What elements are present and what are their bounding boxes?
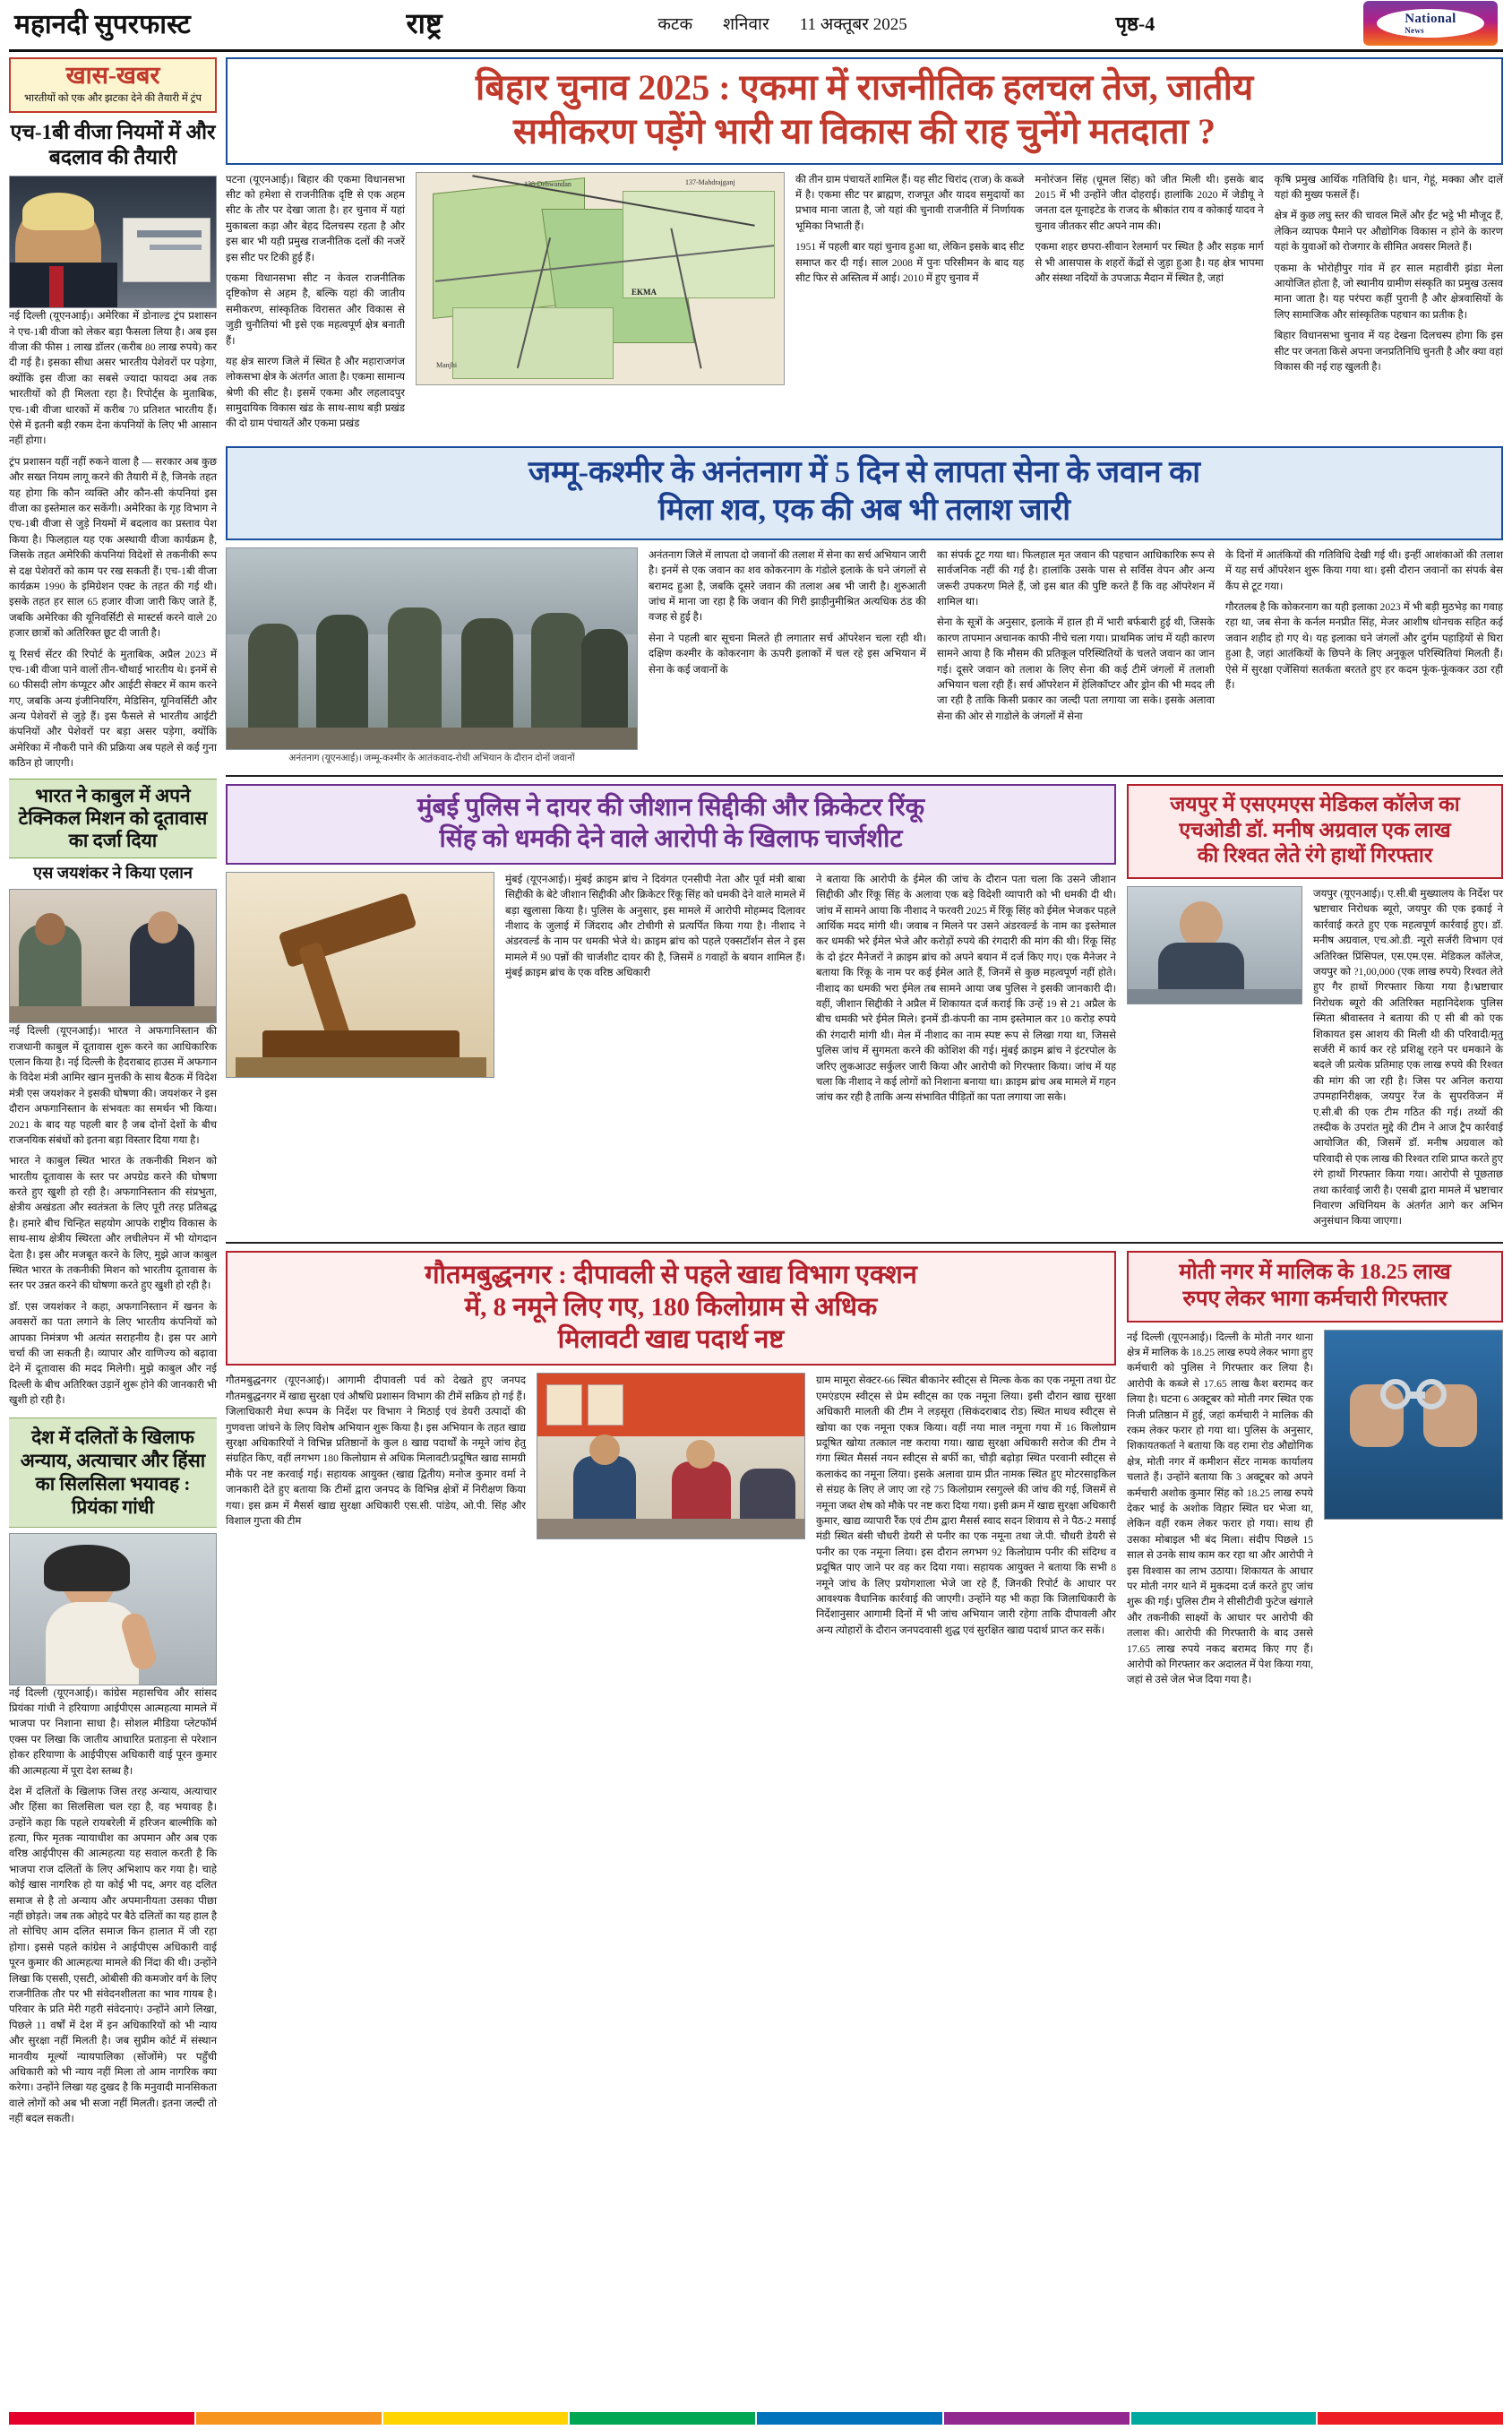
left-story1-headline: एच-1बी वीजा नियमों में और बदलाव की तैयारी	[10, 121, 216, 169]
color-seg-8	[1318, 2412, 1503, 2425]
color-seg-6	[944, 2412, 1130, 2425]
paragraph: गौरतलब है कि कोकरनाग का यही इलाका 2023 में भी बड़ी मुठभेड़ का गवाह रहा था, जब सेना के कर्नल मनप्रीत सिंह, मेजर आशीष धोनचक सहित कई जवान शहीद हो गए थे। यह इलाका घने जंगलों और दुर्गम पहाड़ियों से घिरा हुआ है, जहां आतंकियों के छिपने के लिए अनुकूल परिस्थितियां मिलती हैं। ऐसे में सुरक्षा एजेंसियां सतर्कता बरतते हुए हर कदम फूंक-फूंककर उठा रही हैं।	[1225, 601, 1503, 691]
masthead-title: महानदी सुपरफास्ट	[14, 10, 191, 39]
lead-headline-line2: समीकरण पड़ेंगे भारी या विकास की राह चुनेंगे मतदाता ?	[512, 110, 1216, 151]
gavel-photo-wrapper	[226, 872, 494, 1111]
mumbai-headline-line1: मुंबई पुलिस ने दायर की जीशान सिद्दीकी और क्रिकेटर रिंकू	[417, 793, 925, 822]
badge-sub-label: News	[1405, 25, 1424, 35]
anantnag-army-photo	[226, 547, 638, 750]
paragraph: ग्राम मामूरा सेक्टर-66 स्थित बीकानेर स्वीट्स से मिल्क केक का एक नमूना तथा ग्रेट एमएंडएम स्वीट्स से प्रेम स्वीट्स का एक नमूना लिया। इसी दौरान खाद्य सुरक्षा अधिकारी मालती की टीम ने लड़सूरा (सिकंदराबाद रोड) स्थित माधव स्वीट्स से खोया का एक नमूना एकत्र किया। वहीं नया माल नमूना गया में 16 किलोग्राम प्रदूषित खोया तत्काल नष्ट कराया गया। खाद्य सुरक्षा अधिकारी सरोज की टीम ने गंगा स्थित मैसर्स नयन स्वीट्स से बर्फी का, चौड़ी बढ़ोड़ा स्थित परवानी स्वीट्स से कलाकंद का नमूना लिया। इसके अलावा ग्राम प्रीत नामक स्थित हुए मोटरसाइकिल से संग्रह के लिए ले जाए जा रहे 75 किलोग्राम रसगुल्ले की जांच की गई, जिसमें से नमूना जब्त शेष को मौके पर नष्ट करा दिया गया। इसी क्रम में खाद्य सुरक्षा अधिकारी कुमार, खाद्य व्यापारी रैंक एवं टीम द्वारा मैसर्स स्वाद सदन शिवाय से ने पैठ-2 मसाई मंडी स्थित बंसी चौधरी डेयरी से पनीर का एक नमूना तथा जे.पी. चौधरी डेयरी से पनीर का एक नमूना लिया। इस दौरान लगभग 92 किलोग्राम पनीर की संदिग्ध व प्रदूषित पाए जाने पर वह कर दिया गया। सहायक आयुक्त ने बताया कि सभी 8 नमूने जांच के लिए प्रयोगशाला भेजे जा रहे हैं, जिनकी रिपोर्ट के आधार पर आवश्यक वैधानिक कार्रवाई की जाएगी। उन्होंने यह भी कहा कि जिलाधिकारी के निर्देशानुसार आगामी दिनों में भी जांच अभियान जारी रहेगा ताकि दीपावली और अन्य त्योहारों के दौरान जनपदवासी शुद्ध एवं सुरक्षित खाद्य पदार्थ प्राप्त कर सकें।	[816, 1374, 1116, 1636]
anantnag-photo-caption: अनंतनाग (यूएनआई)। जम्मू-कश्मीर के आतंकवाद-रोधी अभियान के दौरान दोनों जवानों	[288, 753, 575, 763]
khas-khabar-subtitle: भारतीयों को एक और झटका देने की तैयारी में ट्रंप	[24, 92, 202, 104]
paragraph: ने बताया कि आरोपी के ईमेल की जांच के दौरान पता चला कि उसने जीशान सिद्दीकी और रिंकू सिंह के अलावा एक बड़े विदेशी व्यापारी को भी धमकी दी थी। जांच में सामने आया कि नीशाद ने फरवरी 2025 में रिंकू सिंह को ईमेल भेजकर पहले आर्थिक मदद मांगी थी। जवाब न मिलने पर उसने अंडरवर्ल्ड के नाम का इस्तेमाल कर धमकी भरे ईमेल भेजे और करोड़ों रुपये की रंगदारी की मांग की थी। रिंकू सिंह के दो इंटर मैनेजरों ने क्राइम ब्रांच को अपने बयान में दर्ज किए गए। एक मैनेजर ने बताया कि रिंकू के नाम पर कई ईमेल आते हैं, जिनमें से कुछ महत्वपूर्ण नहीं होते। नीशाद का धमकी भरा ईमेल तब सामने आया जब पुलिस ने इसकी जानकारी दी। वहीं, जीशान सिद्दीकी ने अप्रैल में शिकायत दर्ज कराई कि उन्हें 19 से 21 अप्रैल के बीच धमकी भरे ईमेल मिले। इनमें डी-कंपनी का नाम इस्तेमाल कर 10 करोड़ रुपये की रंगदारी मांगी थी। मेल में नीशाद का नाम स्पष्ट रूप से लिखा गया था, जिससे पुलिस जांच में सुगमता करने की कोशिश की गई। मुंबई क्राइम ब्रांच ने इंटरपोल के जरिए लुकआउट सर्कुलर जारी किया और आरोपी को गिरफ्तार किया। जांच में यह चला कि नीशाद ने कई लोगों को निशाना बनाया था। क्राइम ब्रांच अब मामले में गहन जांच कर रही है ताकि अन्य संभावित पीड़ितों का पता लगाया जा सके।	[816, 873, 1117, 1104]
lead-col-2	[795, 172, 1024, 437]
left-story3-body	[9, 1685, 217, 2127]
motinagar-col-1	[1127, 1330, 1313, 1693]
anantnag-story	[226, 547, 1503, 768]
paragraph: मनोरंजन सिंह (धूमल सिंह) को जीत मिली थी। इसके बाद 2015 में भी उन्होंने जीत दोहराई। हालांकि 2020 में जेडीयू ने जनता दल यूनाइटेड के राजद के श्रीकांत राय व कोकाई यादव ने चुनाव जीतकर सीट अपने नाम की।	[1035, 173, 1264, 232]
main-column	[226, 57, 1503, 2133]
anantnag-headline	[226, 446, 1503, 540]
ekma-constituency-map: 138-Dehwandan 137-Mahdrajganj EKMA Manjhi	[416, 172, 785, 385]
masthead-page-number: पृष्ठ-4	[1115, 12, 1155, 35]
paragraph: पटना (यूएनआई)। बिहार की एकमा विधानसभा सीट को हमेशा से राजनीतिक दृष्टि से एक अहम सीट के तौर पर देखा जाता है। हर चुनाव में यहां मुकाबला कड़ा और बेहद दिलचस्प रहता है और इस बार भी यही प्रमुख राजनीतिक दलों की नजरें इस सीट पर टिकी हुई हैं।	[226, 173, 405, 263]
paragraph: नई दिल्ली (यूएनआई)। भारत ने अफगानिस्तान की राजधानी काबुल में दूतावास शुरू करने का आधिकारिक एलान किया है। नई दिल्ली के हैदराबाद हाउस में अफगान के विदेश मंत्री आमिर खान मुत्तकी के साथ बैठक में विदेश मंत्री एस जयशंकर ने इसकी घोषणा की। जयशंकर ने इस दौरान अफगानिस्तान के संभवतः का समर्थन भी किया। 2021 के बाद यह पहली बार है जब दोनों देशों के बीच राजनयिक संबंधों को इतना बड़ा विस्तार दिया गया है।	[9, 1025, 217, 1146]
paragraph: यू रिसर्च सेंटर की रिपोर्ट के मुताबिक, अप्रैल 2023 में एच-1बी वीजा पाने वालों तीन-चौथाई भारतीय थे। इनमें से 60 फीसदी लोग कंप्यूटर और आईटी सेक्टर में काम करने गए, जबकि अन्य इंजीनियरिंग, मेडिसिन, यूनिवर्सिटी और अन्य पेशेवरों से जुड़े हैं। इस फैसले से भारतीय आईटी कंपनियों और पेशेवरों पर बड़ा असर पड़ेगा, क्योंकि अमेरिका में नौकरी पाने की प्रक्रिया अब पहले से कई गुना कठिन हो जाएगी।	[9, 648, 217, 770]
lead-col-4	[1275, 172, 1503, 437]
paragraph: मुंबई (यूएनआई)। मुंबई क्राइम ब्रांच ने दिवंगत एनसीपी नेता और पूर्व मंत्री बाबा सिद्दीकी के बेटे जीशान सिद्दीकी और क्रिकेटर रिंकू सिंह को धमकी देने वाले मामले में बड़ा खुलासा किया है। पुलिस के अनुसार, इस मामले में आरोपी मोहम्मद दिलावर नीशाद के जुलाई में जिंदराद और टोचीगी से प्रत्यर्पित किया गया है। नीशाद ने अंडरवर्ल्ड के नाम पर धमकी भेजे थे। क्राइम ब्रांच को पहले एक्सटॉर्शन सेल ने इस मामले में 90 पन्नों की चार्जशीट दायर की है, जिसमें 8 गवाहों के बयान शामिल हैं। मुंबई क्राइम ब्रांच के एक वरिष्ठ अधिकारी	[505, 873, 805, 979]
handcuffs-photo	[1324, 1330, 1503, 1520]
anantnag-photo-wrapper	[226, 547, 638, 768]
color-seg-2	[196, 2412, 382, 2425]
color-seg-5	[757, 2412, 942, 2425]
left-story2-headline: भारत ने काबुल में अपने टेक्निकल मिशन को दूतावास का दर्जा दिया	[9, 779, 217, 859]
paragraph: नई दिल्ली (यूएनआई)। दिल्ली के मोती नगर थाना क्षेत्र में मालिक के 18.25 लाख रुपये लेकर भागा हुए कर्मचारी को पुलिस ने गिरफ्तार कर लिया है। आरोपी के कब्जे से 17.65 लाख कैश बरामद कर लिया है। घटना 6 अक्टूबर को मोती नगर स्थित एक निजी प्रतिष्ठान में हुई, जहां कर्मचारी ने मालिक की रकम लेकर फरार हो गया था। पुलिस के अनुसार, शिकायतकर्ता ने बताया कि वह रामा रोड औद्योगिक क्षेत्र, मोती नगर में कमीशन सेंटर नामक कार्यालय चलाते हैं। उन्होंने बताया कि 3 अक्टूबर को अपने कर्मचारी अशोक कुमार सिंह को 18.25 लाख रुपये देकर भाई के अशोक विहार स्थित घर भेजा था, लेकिन वहीं रकम लेकर फरार हो गया। साथ ही उसका मोबाइल भी बंद मिला। संदीप पिछले 15 साल से उनके साथ काम कर रहा था और आरोपी ने इस विश्वास का लाभ उठाया। शिकायत के आधार पर मोती नगर थाने में मुकदमा दर्ज करते हुए जांच शुरू की गई। पुलिस टीम ने सीसीटीवी फुटेज खंगाले और तकनीकी साक्ष्यों के आधार पर आरोपी की तलाश की। आरोपी की गिरफ्तारी के बाद उससे 17.65 लाख रुपये नकद बरामद किए गए हैं। आरोपी को गिरफ्तार कर अदालत में पेश किया गया, जहां से उसे जेल भेज दिया गया है।	[1127, 1331, 1313, 1686]
lead-col-1	[226, 172, 405, 437]
lead-col-3	[1035, 172, 1263, 437]
jaipur-headline-line3: की रिश्वत लेते रंगे हाथों गिरफ्तार	[1197, 844, 1433, 867]
mumbai-headline	[226, 784, 1116, 865]
mid-row	[226, 784, 1503, 1235]
food-inspection-photo	[537, 1373, 805, 1539]
jaishankar-meeting-photo	[9, 889, 217, 1023]
footer-color-bar	[9, 2412, 1503, 2425]
motinagar-headline-line1: मोती नगर में मालिक के 18.25 लाख	[1179, 1260, 1451, 1284]
left-story1-body	[9, 308, 217, 771]
handcuffs-photo-wrapper	[1324, 1330, 1503, 1693]
left-story2-body	[9, 1023, 217, 1408]
paragraph: नई दिल्ली (यूएनआई)। अमेरिका में डोनाल्ड ट्रंप प्रशासन ने एच-1बी वीजा को लेकर बड़ा फैसला लिया है। अब इस वीजा की फीस 1 लाख डॉलर (करीब 80 लाख रुपये) कर दी गई है। इसका सीधा असर भारतीय पेशेवरों पर पड़ेगा, क्योंकि इस वीजा का सबसे ज्यादा फायदा अब तक भारतीयों को ही मिलता रहा है। रिपोर्ट्स के मुताबिक, एच-1बी वीजा धारकों में करीब 70 प्रतिशत भारतीय हैं। ऐसे में इतनी बड़ी रकम देना कंपनियों के लिए भी आसान नहीं होगा।	[9, 310, 217, 447]
anantnag-headline-line1: जम्मू-कश्मीर के अनंतनाग में 5 दिन से लापता सेना के जवान का	[528, 455, 1201, 489]
anantnag-col-2	[937, 547, 1215, 768]
lead-headline	[226, 57, 1503, 165]
masthead-meta	[657, 12, 906, 35]
motinagar-headline-line2: रुपए लेकर भागा कर्मचारी गिरफ्तार	[1182, 1287, 1448, 1311]
color-seg-7	[1131, 2412, 1317, 2425]
paragraph: जयपुर (यूएनआई)। ए.सी.बी मुख्यालय के निर्देश पर भ्रष्टाचार निरोधक ब्यूरो, जयपुर की एक इकाई ने कार्रवाई करते हुए एक महत्वपूर्ण कार्रवाई हुए। डॉ. मनीष अग्रवाल, एच.ओ.डी. न्यूरो सर्जरी विभाग एवं अतिरिक्त प्रिंसिपल, एस.एम.एस. मेडिकल कॉलेज, जयपुर को ?1,00,000 (एक लाख रुपये) रिश्वत लेते हुए गैर हाथों गिरफ्तार किया गया है।भ्रष्टाचार निरोधक ब्यूरो की अतिरिक्त महानिदेशक पुलिस स्मिता श्रीवास्तव ने बताया की ए सी बी को एक शिकायत इस आशय की मिली थी की परिवादी/मृतु सर्जरी में कार्य कर रहे प्रशिक्षु रहने पर धमकाने के बदले जी प्रत्येक प्रतिमाह एक लाख रुपये की रिश्वत की मांग की जा रही है। जिस पर अनिल कराया उपमहानिरीक्षक, जयपुर रेंज के सुपरविजन में ए.सी.बी की एक टीम गठित की गई। तथ्यों की तस्दीक के उपरांत मुद्दे की टीम ने आज ट्रैप कार्रवाई आयोजित की, जिसमें डॉ. मनीष अग्रवाल को परिवादी से एक लाख की रिश्वत राशि प्राप्त करते हुए रंगे हाथों गिरफ्तार किया गया। आरोपी से पूछताछ तथा कार्रवाई जारी है। एसबी द्वारा मामले में भ्रष्टाचार निवारण अधिनियम के अंतर्गत आगे कर अभिन अनुसंधान किया जाएगा।	[1313, 888, 1503, 1228]
mumbai-col-2	[816, 872, 1116, 1111]
lead-headline-line1: बिहार चुनाव 2025 : एकमा में राजनीतिक हलचल तेज, जातीय	[475, 67, 1254, 108]
anantnag-headline-line2: मिला शव, एक की अब भी तलाश जारी	[657, 494, 1071, 528]
section-divider-2	[226, 1242, 1503, 1244]
masthead-place: कटक	[657, 14, 693, 34]
jaipur-headline	[1127, 784, 1503, 879]
gavel-photo	[226, 872, 494, 1078]
paragraph: भारत ने काबुल स्थित भारत के तकनीकी मिशन को भारतीय दूतावास के स्तर पर अपग्रेड करने की घोषणा करते हुए खुशी हो रही है। अफगानिस्तान की संप्रभुता, क्षेत्रीय अखंडता और स्वतंत्रता के लिए पूरी तरह प्रतिबद्ध है। हमारे बीच चिन्हित सहयोग आपके राष्ट्रीय विकास के साथ-साथ क्षेत्रीय स्थिरता और लचीलेपन में भी योगदान देता है। इस और मजबूत करने के लिए, मुझे आज काबुल स्थित भारत के तकनीकी मिशन को भारतीय दूतावास के स्तर पर उन्नत करने की घोषणा करते हुए खुशी हो रही है।	[9, 1155, 217, 1292]
color-seg-1	[9, 2412, 194, 2425]
gbnagar-headline-line2: में, 8 नमूने लिए गए, 180 किलोग्राम से अधिक	[464, 1292, 878, 1322]
paragraph: कृषि प्रमुख आर्थिक गतिविधि है। धान, गेहूं, मक्का और दालें यहां की मुख्य फसलें हैं।	[1274, 173, 1503, 201]
paragraph: ट्रंप प्रशासन यहीं नहीं रुकने वाला है — सरकार अब कुछ और सख्त नियम लागू करने की तैयारी में है, जिनके तहत यह होगा कि कौन व्यक्ति और कौन-सी कंपनियां इस वीजा का इस्तेमाल कर सकेंगी। अमेरिका के गृह विभाग ने एच-1बी वीजा से जुड़े नियमों में बदलाव का प्रस्ताव पेश किया है। फिलहाल यह एक अस्थायी वीजा कार्यक्रम है, जिसके तहत अमेरिकी कंपनियां विदेशों से तकनीकी रूप से दक्ष पेशेवरों को काम पर रख सकती हैं। एच-1बी वीजा कार्यक्रम 1990 के इमिग्रेशन एक्ट के तहत की गई थी। इसके तहत हर साल 65 हजार वीजा जारी किए जाते हैं, जबकि अमेरिका की यूनिवर्सिटी से मास्टर्स करने वाले 20 हजार छात्रों को अतिरिक्त छूट दी जाती है।	[9, 455, 217, 640]
jaipur-acb-story	[1127, 784, 1503, 1235]
mumbai-col-1	[505, 872, 805, 1111]
paragraph: 1951 में पहली बार यहां चुनाव हुआ था, लेकिन इसके बाद सीट समाप्त कर दी गई। साल 2008 में पुनः परिसीमन के बाद यह सीट फिर से अस्तित्व में आई। 2010 में हुए चुनाव में	[795, 241, 1025, 284]
color-seg-4	[570, 2412, 755, 2425]
section-divider	[226, 775, 1503, 777]
khas-khabar-box	[9, 57, 217, 113]
mumbai-headline-line2: सिंह को धमकी देने वाले आरोपी के खिलाफ चार्जशीट	[439, 824, 903, 853]
jaipur-headline-line2: एचओडी डॉ. मनीष अग्रवाल एक लाख	[1179, 818, 1451, 841]
gbnagar-col-1	[226, 1373, 526, 1643]
paragraph: देश में दलितों के खिलाफ जिस तरह अन्याय, अत्याचार और हिंसा का सिलसिला चल रहा है, वह भयावह है। उन्होंने कहा कि पहले रायबरेली में हरिजन बाल्मीकि को हत्या, फिर मृतक न्यायाधीश का अपमान और अब एक वरिष्ठ आईपीएस की आत्महत्या यह सवाल करती है कि भाजपा राज दलितों के लिए अभिशाप कर गया है। चाहे कोई खास नागरिक हो या कोई भी पद, अगर वह दलित समाज से है तो अन्याय और अपमानीयता उसका पीछा नहीं छोड़ते। जब तक ओहदे पर बैठे दलितों का यह हाल है तो सोचिए आम दलित समाज किन हालात में जी रहा होगा। इससे पहले कांग्रेस ने आईपीएस अधिकारी वाई पूरन कुमार की आत्महत्या मामले की निंदा की थी। उन्होंने लिखा कि एससी, एसटी, ओबीसी की कमजोर वर्ग के लिए राजनीतिक तौर पर भी संवेदनशीलता का भाव गायब है। परिवार के प्रति मेरी गहरी संवेदनाएं। उन्होंने आगे लिखा, पिछले 11 वर्षों में देश में इन अधिकारियों को भी न्याय और सुरक्षा नहीं मिलती है। जब सुप्रीम कोर्ट में संस्थान मानवीय मूल्यों न्यायपालिका (सोंजोंमे) पर पहुँची अधिकारी को भी न्याय नहीं मिला तो आम नागरिक क्या करेगा। उन्होंने लिखा यह दुखद है कि मनुवादी मानसिकता वाले लोगों को अब भी सजा नहीं मिलती। इतना जल्दी तो नहीं बदल सकती।	[9, 1785, 217, 2125]
bottom-row	[226, 1251, 1503, 1693]
masthead	[9, 0, 1503, 52]
paragraph: की तीन ग्राम पंचायतें शामिल हैं। यह सीट चिरांद (राज) के कब्जे में है। एकमा सीट पर ब्राह्मण, राजपूत और यादव समुदायों का प्रभाव माना जाता है, जो यहां की चुनावी राजनीति में निर्णायक भूमिका निभाती हैं।	[795, 173, 1025, 232]
paragraph: डॉ. एस जयशंकर ने कहा, अफगानिस्तान में खनन के अवसरों का पता लगाने के लिए भारतीय कंपनियों को आपका निमंत्रण भी अत्यंत सराहनीय है। इस पर आगे चर्चा की जा सकती है। व्यापार और वाणिज्य को बढ़ावा देने में दूतावास की मदद मिलेगी। मुझे काबुल और नई दिल्ली के बीच अतिरिक्त उड़ानें शुरू होने की जानकारी भी खुशी हो रही है।	[9, 1300, 217, 1407]
lead-story-columns	[226, 172, 1503, 437]
left-story2-subheadline: एस जयशंकर ने किया एलान	[33, 864, 193, 883]
badge-main-label: National	[1405, 11, 1456, 26]
masthead-date: 11 अक्तूबर 2025	[799, 14, 907, 34]
paragraph: सेना के सूत्रों के अनुसार, इलाके में हाल ही में भारी बर्फबारी हुई थी, जिसके कारण तापमान अचानक काफी नीचे चला गया। प्राथमिक जांच में यही कारण सामने आया है कि मौसम की प्रतिकूल परिस्थितियों के चलते जवान का जान गई। दूसरे जवान को तलाश के लिए सेना की कई टीमें जंगलों में तलाशी अभियान चला रही हैं। सर्च ऑपरेशन में हेलिकॉप्टर और ड्रोन की भी मदद ली जा रही है ताकि किसी प्रकार का जल्दी पता लगाया जा सके। इसके अलावा सेना की ओर से गाडोले के जंगलों में सेना	[937, 616, 1215, 722]
paragraph: यह क्षेत्र सारण जिले में स्थित है और महाराजगंज लोकसभा क्षेत्र के अंतर्गत आता है। एकमा सामान्य श्रेणी की सीट है। इसमें एकमा और लहलादपुर सामुदायिक विकास खंड के साथ-साथ बड़ी प्रखंड की दो ग्राम पंचायतें और एकमा प्रखंड	[226, 355, 405, 430]
masthead-logo: राष्ट्र	[406, 7, 442, 39]
paragraph: बिहार विधानसभा चुनाव में यह देखना दिलचस्प होगा कि इस सीट पर जनता किसे अपना जनप्रतिनिधि चुनती है और क्या वहां विकास की नई राह खुलती है।	[1274, 330, 1503, 373]
anantnag-col-1	[649, 547, 926, 768]
paragraph: एकमा के भोरोहीपुर गांव में हर साल महावीरी झंडा मेला आयोजित होता है, जो स्थानीय ग्रामीण संस्कृति का प्रमुख उत्सव माना जाता है। यह परंपरा कहीं पुरानी है और क्षेत्रवासियों के लिए सामाजिक और सांस्कृतिक पहचान का प्रतीक है।	[1274, 262, 1503, 321]
mumbai-police-story	[226, 784, 1116, 1235]
left-story3-headline: देश में दलितों के खिलाफ अन्याय, अत्याचार और हिंसा का सिलसिला भयावह : प्रियंका गांधी	[9, 1418, 217, 1528]
ekma-map-wrapper	[416, 172, 785, 437]
jaipur-photo-wrapper	[1127, 886, 1302, 1235]
jaipur-headline-line1: जयपुर में एसएमएस मेडिकल कॉलेज का	[1170, 792, 1460, 815]
khas-khabar-title: खास-खबर	[65, 62, 160, 89]
paragraph: के दिनों में आतंकियों की गतिविधि देखी गई थी। इन्हीं आशंकाओं की तलाश में यह सर्च ऑपरेशन शुरू किया गया था। इसी दौरान जवानों का संपर्क बेस कैंप से टूट गया।	[1225, 548, 1503, 592]
paragraph: एकमा विधानसभा सीट न केवल राजनीतिक दृष्टिकोण से अहम है, बल्कि यहां की जातीय समीकरण, सांस्कृतिक विरासत और विकास से जुड़ी चुनौतियां भी इसे एक महत्वपूर्ण क्षेत्र बनाती हैं।	[226, 271, 405, 347]
gbnagar-headline-line1: गौतमबुद्धनगर : दीपावली से पहले खाद्य विभाग एक्शन	[425, 1260, 917, 1289]
paragraph: क्षेत्र में कुछ लघु स्तर की चावल मिलें और ईंट भट्ठे भी मौजूद हैं, लेकिन व्यापक पैमाने पर औद्योगिक विकास न होने के कारण यहां के युवाओं को रोजगार के सीमित अवसर मिलते हैं।	[1274, 210, 1503, 254]
masthead-day: शनिवार	[723, 14, 769, 34]
national-news-badge	[1363, 1, 1498, 46]
gbnagar-headline-line3: मिलावटी खाद्य पदार्थ नष्ट	[557, 1325, 785, 1355]
paragraph: का संपर्क टूट गया था। फिलहाल मृत जवान की पहचान आधिकारिक रूप से सार्वजनिक नहीं की गई है। हालांकि उसके पास से सर्विस वेपन और अन्य जरूरी उपकरण मिले हैं, जो इस बात की पुष्टि करते हैं कि वह ऑपरेशन में शामिल था।	[937, 548, 1215, 608]
trump-photo	[9, 176, 217, 308]
priyanka-gandhi-photo	[9, 1533, 217, 1685]
gbnagar-story	[226, 1251, 1116, 1693]
motinagar-story	[1127, 1251, 1503, 1693]
anantnag-col-3	[1225, 547, 1503, 768]
paragraph: सेना ने पहली बार सूचना मिलते ही लगातार सर्च ऑपरेशन चला रही थी। दक्षिण कश्मीर के कोकरनाग के ऊपरी इलाकों में चल रहे इस अभियान में सेना के कई जवानों के	[649, 632, 926, 676]
jaipur-col-1	[1313, 886, 1503, 1235]
motinagar-headline	[1127, 1251, 1503, 1323]
arrested-doctor-photo	[1127, 886, 1302, 1004]
food-inspection-photo-wrapper	[537, 1373, 805, 1643]
left-column	[9, 57, 217, 2133]
gbnagar-headline	[226, 1251, 1116, 1366]
paragraph: गौतमबुद्धनगर (यूएनआई)। आगामी दीपावली पर्व को देखते हुए जनपद गौतमबुद्धनगर में खाद्य सुरक्षा एवं औषधि प्रशासन विभाग की टीमें सक्रिय हो गई हैं। जिलाधिकारी मेधा रूपम के निर्देश पर विभाग ने मिठाई एवं डेयरी उत्पादों की गुणवत्ता जांचने के लिए विशेष अभियान शुरू किया है। इस अभियान के तहत खाद्य सुरक्षा अधिकारियों ने विभिन्न प्रतिष्ठानों के कुल 8 खाद्य पदार्थों के नमूने जांच हेतु संग्रहित किए, वहीं लगभग 180 किलोग्राम से अधिक मिलावटी/प्रदूषित खाद्य सामग्री मौके पर नष्ट करवाई गई। सहायक आयुक्त (खाद्य द्वितीय) मनोज कुमार वर्मा ने जानकारी देते हुए बताया कि टीमों द्वारा जनपद के विभिन्न क्षेत्रों में निरीक्षण किया गया। इस क्रम में मैसर्स खाद्य सुरक्षा अधिकारी एस.सी. पांडेय, ओ.पी. सिंह और विशाल गुप्ता की टीम	[226, 1374, 526, 1527]
paragraph: एकमा शहर छपरा-सीवान रेलमार्ग पर स्थित है और सड़क मार्ग से भी आसपास के शहरों केंद्रों से जुड़ा हुआ है। यह क्षेत्र भापमा और संस्था नदियों के उपजाऊ मैदान में स्थित है, जहां	[1035, 241, 1264, 284]
paragraph: नई दिल्ली (यूएनआई)। कांग्रेस महासचिव और सांसद प्रियंका गांधी ने हरियाणा आईपीएस आत्महत्या मामले में भाजपा पर निशाना साधा है। सोशल मीडिया प्लेटफॉर्म एक्स पर लिखा कि जातीय आधारित प्रताड़ना से परेशान होकर हरियाणा के आईपीएस अधिकारी वाई पूरन कुमार की आत्महत्या में पूरा देश स्तब्ध है।	[9, 1686, 217, 1777]
paragraph: अनंतनाग जिले में लापता दो जवानों की तलाश में सेना का सर्च अभियान जारी है। इनमें से एक जवान का शव कोकरनाग के गंडोले इलाके के घने जंगलों से बरामद हुआ है, जबकि दूसरे जवान की तलाश अब भी जारी है। शुरुआती जांच में माना जा रहा है कि जवान की गिरी झाड़ीनुमीश्रित अत्यधिक ठंड की वजह से हुई है।	[649, 548, 926, 624]
gbnagar-col-2	[816, 1373, 1116, 1643]
color-seg-3	[383, 2412, 569, 2425]
